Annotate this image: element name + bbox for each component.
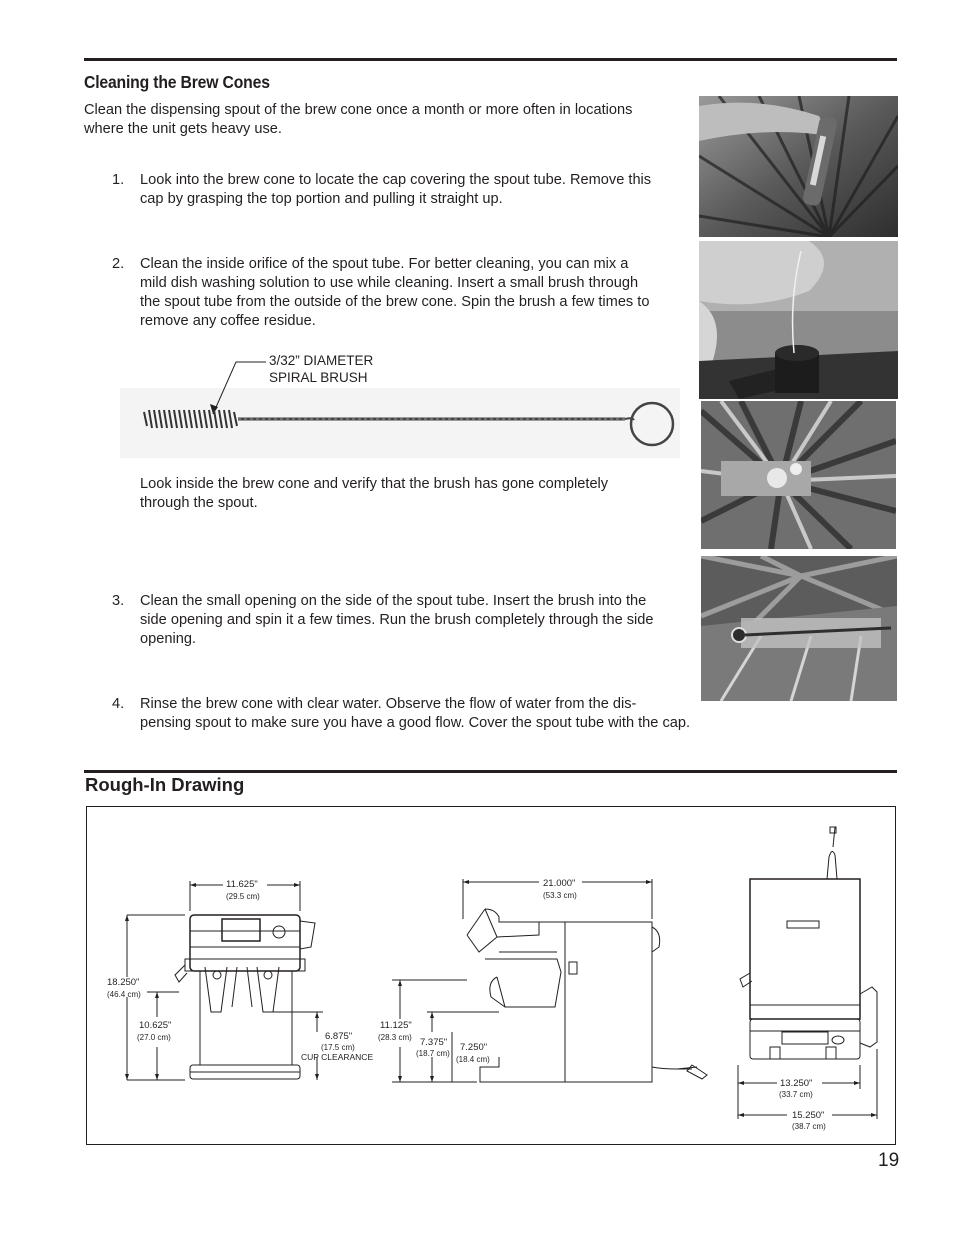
photo-brush-through-spout <box>701 401 896 549</box>
step-line: Clean the small opening on the side of the spout tube. Insert the brush into the <box>140 593 647 609</box>
step-number: 1. <box>112 172 125 188</box>
dim-side-depth: 21.000" <box>543 878 576 889</box>
verify-line: Look inside the brew cone and verify that the brush has gone completely <box>140 476 609 492</box>
photo-side-opening <box>701 556 897 701</box>
dim-side-b: 7.250" <box>460 1042 488 1053</box>
step-line: pensing spout to make sure you have a good flow. Cover the spout tube with the cap. <box>140 715 691 731</box>
step-line: Clean the inside orifice of the spout tube. For better cleaning, you can mix a <box>140 256 629 272</box>
step-line: Rinse the brew cone with clear water. Observe the flow of water from the dis- <box>140 696 637 712</box>
step-line: cap by grasping the top portion and pulling it straight up. <box>140 191 503 207</box>
step-line: mild dish washing solution to use while cleaning. Insert a small brush through <box>140 275 639 291</box>
intro-line: where the unit gets heavy use. <box>84 121 282 137</box>
spiral-brush-illustration <box>120 348 680 460</box>
photo-cap-removal <box>699 96 898 237</box>
dim-cup: 6.875" <box>325 1031 353 1042</box>
dim-front-low-cm: (27.0 cm) <box>137 1033 171 1042</box>
step-number: 2. <box>112 256 125 272</box>
step-line: Look into the brew cone to locate the cap covering the spout tube. Remove this <box>140 172 652 188</box>
dim-side-height: 11.125" <box>380 1020 412 1031</box>
top-rule <box>84 58 897 61</box>
step-line: side opening and spin it a few times. Run the brush completely through the side <box>140 612 654 628</box>
dim-front-width: 11.625" <box>226 879 258 890</box>
step-number: 4. <box>112 696 125 712</box>
rough-in-drawing <box>87 807 895 1144</box>
dim-rear-w2: 15.250" <box>792 1110 825 1121</box>
dim-side-height-cm: (28.3 cm) <box>378 1033 412 1042</box>
step-line: opening. <box>140 631 196 647</box>
verify-paragraph <box>140 475 680 513</box>
dim-rear-w1-cm: (33.7 cm) <box>779 1090 813 1099</box>
dim-side-a: 7.375" <box>420 1037 448 1048</box>
intro-paragraph <box>84 101 684 139</box>
dim-side-a-cm: (18.7 cm) <box>416 1049 450 1058</box>
dim-side-depth-cm: (53.3 cm) <box>543 891 577 900</box>
page-number: 19 <box>878 1150 900 1171</box>
dim-rear-w2-cm: (38.7 cm) <box>792 1122 826 1131</box>
brush-label-line2: SPIRAL BRUSH <box>269 370 368 385</box>
dim-cup-label: CUP CLEARANCE <box>301 1052 374 1062</box>
rough-in-drawing-frame <box>86 806 896 1145</box>
dim-rear-w1: 13.250" <box>780 1078 813 1089</box>
step-line: the spout tube from the outside of the brew cone. Spin the brush a few times to <box>140 294 650 310</box>
verify-line: through the spout. <box>140 495 258 511</box>
step-number: 3. <box>112 593 125 609</box>
section-title-cleaning: Cleaning the Brew Cones <box>84 72 270 92</box>
dim-side-b-cm: (18.4 cm) <box>456 1055 490 1064</box>
photo-brush-insertion <box>699 241 898 399</box>
step-line: remove any coffee residue. <box>140 313 316 329</box>
dim-front-width-cm: (29.5 cm) <box>226 892 260 901</box>
section-rule <box>84 770 897 773</box>
dim-front-height: 18.250" <box>107 977 140 988</box>
intro-line: Clean the dispensing spout of the brew cone once a month or more often in locations <box>84 102 633 118</box>
dim-front-low: 10.625" <box>139 1020 172 1031</box>
section-title-rough-in: Rough-In Drawing <box>85 774 245 795</box>
dim-front-height-cm: (46.4 cm) <box>107 990 141 999</box>
brush-label-line1: 3/32” DIAMETER <box>269 353 374 368</box>
dim-cup-cm: (17.5 cm) <box>321 1043 355 1052</box>
